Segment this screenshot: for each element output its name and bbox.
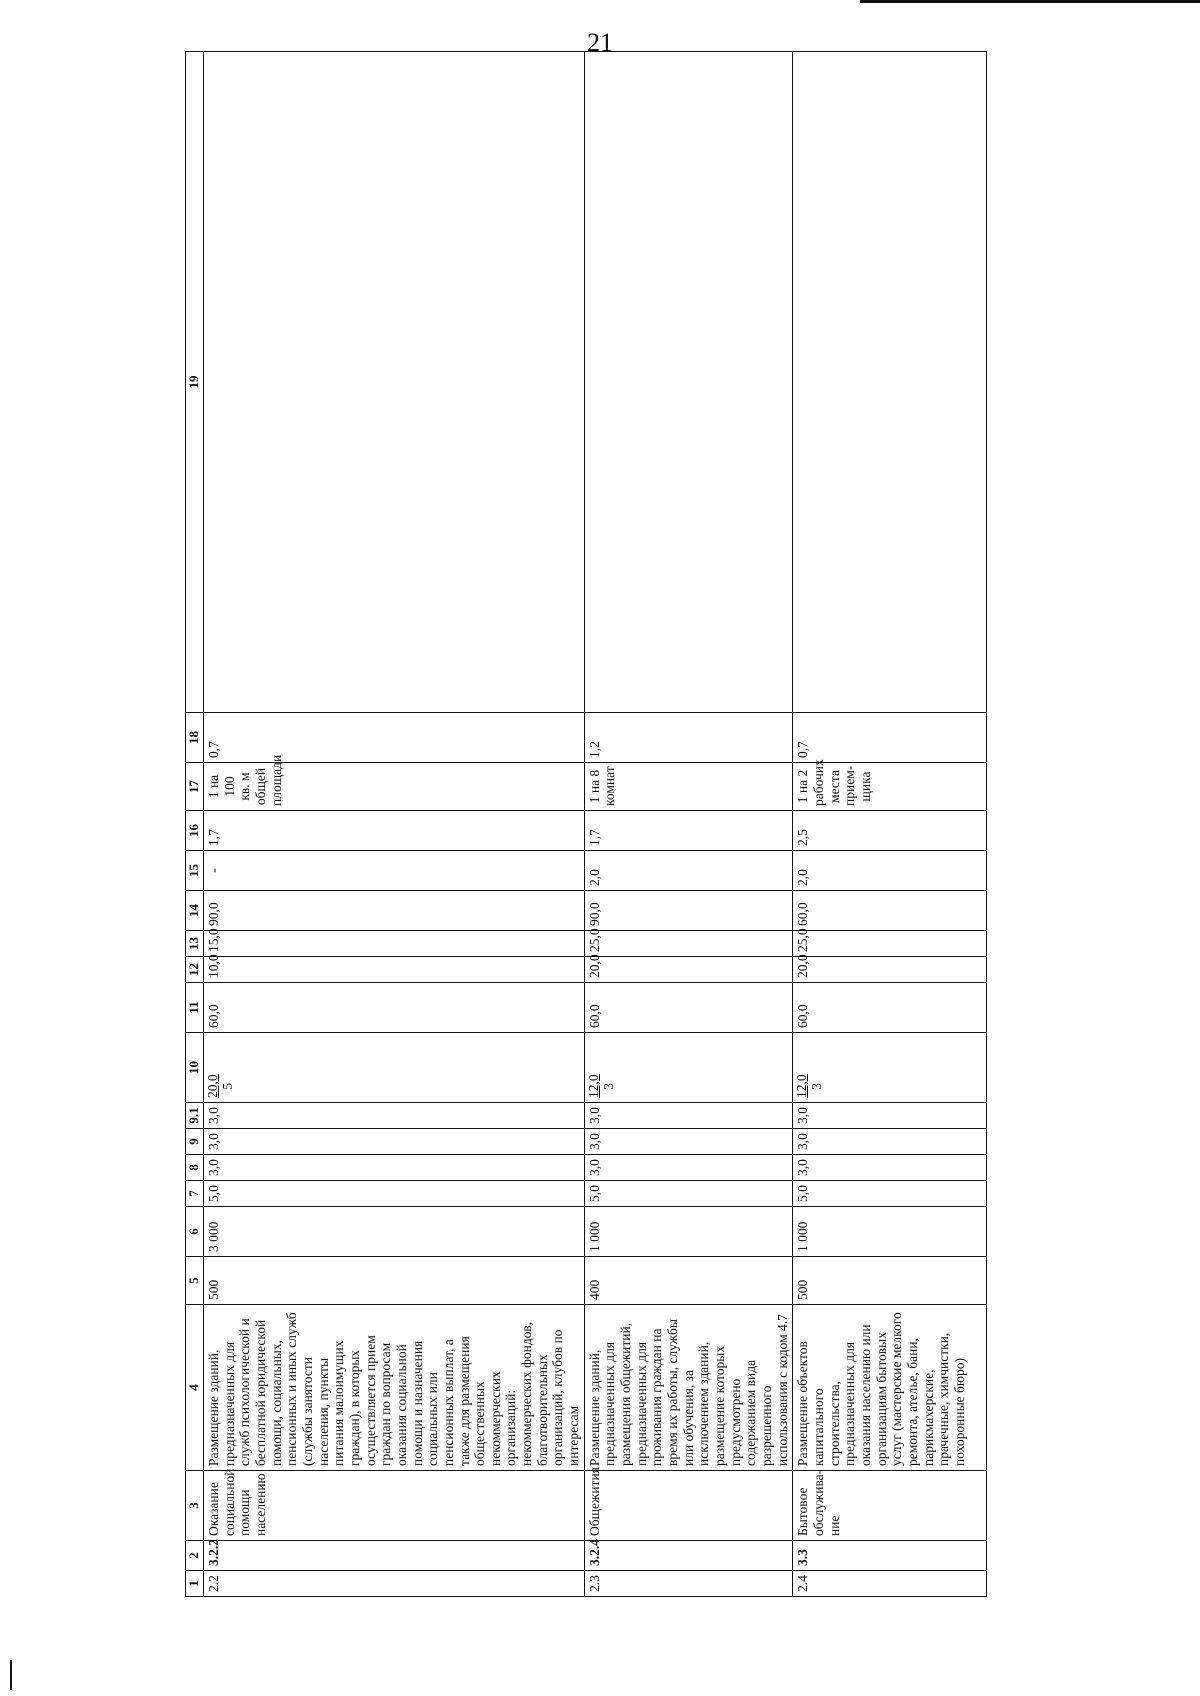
table-row	[793, 52, 987, 1597]
cell-col11: 60,0	[584, 983, 793, 1033]
use-description: Размещение объектов капитального строительства, предназначенных для оказания населению или организациям бытовых услуг (мастерские мелкого ремонта, ателье, бани, парикмахерские, прачечные, химчистки, похоронные бюро)	[793, 1305, 987, 1471]
header-row	[186, 52, 204, 1597]
fraction-denominator: 5	[219, 1082, 235, 1090]
cell-col12: 10,0	[204, 957, 585, 983]
cell-col17: 1 на 2 рабочих места прием-щика	[793, 763, 987, 811]
cell-col9-1: 3,0	[793, 1103, 987, 1129]
cell-col7: 5,0	[584, 1181, 793, 1207]
fraction-numerator: 20,0	[205, 1074, 220, 1098]
cell-col10	[793, 1033, 987, 1103]
cell-col6: 1 000	[793, 1207, 987, 1257]
header-cell: 11	[186, 983, 204, 1033]
header-cell: 17	[186, 763, 204, 811]
cell-col12: 20,0	[584, 957, 793, 983]
cell-col14: 90,0	[584, 891, 793, 931]
cell-col19	[793, 52, 987, 713]
cell-col16: 2,5	[793, 811, 987, 851]
cell-col9-1: 3,0	[584, 1103, 793, 1129]
cell-col9: 3,0	[204, 1129, 585, 1155]
header-cell: 9	[186, 1129, 204, 1155]
header-cell: 2	[186, 1541, 204, 1571]
cell-col18: 0,7	[204, 713, 585, 763]
cell-col18: 0,7	[793, 713, 987, 763]
header-cell: 10	[186, 1033, 204, 1103]
row-number: 2.3	[584, 1571, 793, 1597]
cell-col14: 90,0	[204, 891, 585, 931]
cell-col13: 25,0	[584, 931, 793, 957]
cell-col9: 3,0	[584, 1129, 793, 1155]
top-rule	[860, 0, 1200, 3]
table-row	[584, 52, 793, 1597]
cell-col15: -	[204, 851, 585, 891]
use-code: 3.3	[793, 1541, 987, 1571]
cell-col6: 1 000	[584, 1207, 793, 1257]
header-cell: 19	[186, 52, 204, 713]
page-number: 21	[587, 28, 613, 57]
cell-col10	[204, 1033, 585, 1103]
cell-col8: 3,0	[204, 1155, 585, 1181]
cell-col16: 1,7	[584, 811, 793, 851]
cell-col10	[584, 1033, 793, 1103]
cell-col5: 500	[793, 1257, 987, 1305]
regulation-table	[185, 51, 987, 1597]
cell-col11: 60,0	[204, 983, 585, 1033]
cell-col14: 60,0	[793, 891, 987, 931]
row-number: 2.2	[204, 1571, 585, 1597]
table-row	[204, 52, 585, 1597]
header-cell: 7	[186, 1181, 204, 1207]
header-cell: 13	[186, 931, 204, 957]
fraction-value	[587, 1074, 617, 1098]
header-cell: 8	[186, 1155, 204, 1181]
use-description: Размещение зданий, предназначенных для служб психологической и бесплатной юридической помощи, социальных, пенсионных и иных служб (службы занятости населения, пункты питания малоимущих граждан), в которых осуществляется прием граждан по вопросам оказания социальной помощи и назначения социальных или пенсионных выплат, а также для размещения общественных некоммерческих организаций: некоммерческих фондов, благотворительных организаций, клубов по интересам	[204, 1305, 585, 1471]
use-code: 3.2.4	[584, 1541, 793, 1571]
cell-col16: 1,7	[204, 811, 585, 851]
cell-col7: 5,0	[793, 1181, 987, 1207]
fraction-denominator: 3	[600, 1082, 616, 1090]
header-cell: 3	[186, 1471, 204, 1541]
fraction-numerator: 12,0	[585, 1074, 601, 1098]
edge-mark	[10, 1660, 12, 1690]
header-cell: 18	[186, 713, 204, 763]
cell-col17: 1 на 8 комнат	[584, 763, 793, 811]
header-cell: 12	[186, 957, 204, 983]
cell-col12: 20,0	[793, 957, 987, 983]
cell-col13: 25,0	[793, 931, 987, 957]
fraction-value	[206, 1074, 236, 1098]
use-description: Размещение зданий, предназначенных для размещения общежитий, предназначенных для проживания граждан на время их работы, службы или обучения, за исключением зданий, размещение которых предусмотрено содержанием вида разрешенного использования с кодом 4.7	[584, 1305, 793, 1471]
fraction-denominator: 3	[809, 1082, 825, 1090]
cell-col13: 15,0	[204, 931, 585, 957]
cell-col7: 5,0	[204, 1181, 585, 1207]
cell-col8: 3,0	[793, 1155, 987, 1181]
row-number: 2.4	[793, 1571, 987, 1597]
use-name: Оказание социальной помощи населению	[204, 1471, 585, 1541]
use-name: Общежития	[584, 1471, 793, 1541]
cell-col8: 3,0	[584, 1155, 793, 1181]
cell-col6: 3 000	[204, 1207, 585, 1257]
header-cell: 1	[186, 1571, 204, 1597]
cell-col19	[204, 52, 585, 713]
cell-col17: 1 на 100 кв. м общей площади	[204, 763, 585, 811]
cell-col9: 3,0	[793, 1129, 987, 1155]
use-code: 3.2.2	[204, 1541, 585, 1571]
header-cell: 4	[186, 1305, 204, 1471]
header-cell: 14	[186, 891, 204, 931]
use-name: Бытовое обслужива-ние	[793, 1471, 987, 1541]
fraction-numerator: 12,0	[794, 1074, 810, 1098]
header-cell: 9.1	[186, 1103, 204, 1129]
header-cell: 6	[186, 1207, 204, 1257]
cell-col5: 400	[584, 1257, 793, 1305]
table-frame	[185, 113, 967, 1597]
header-cell: 15	[186, 851, 204, 891]
cell-col11: 60,0	[793, 983, 987, 1033]
cell-col18: 1,2	[584, 713, 793, 763]
header-cell: 16	[186, 811, 204, 851]
cell-col19	[584, 52, 793, 713]
cell-col9-1: 3,0	[204, 1103, 585, 1129]
cell-col5: 500	[204, 1257, 585, 1305]
fraction-value	[795, 1074, 825, 1098]
cell-col15: 2,0	[793, 851, 987, 891]
cell-col15: 2,0	[584, 851, 793, 891]
header-cell: 5	[186, 1257, 204, 1305]
